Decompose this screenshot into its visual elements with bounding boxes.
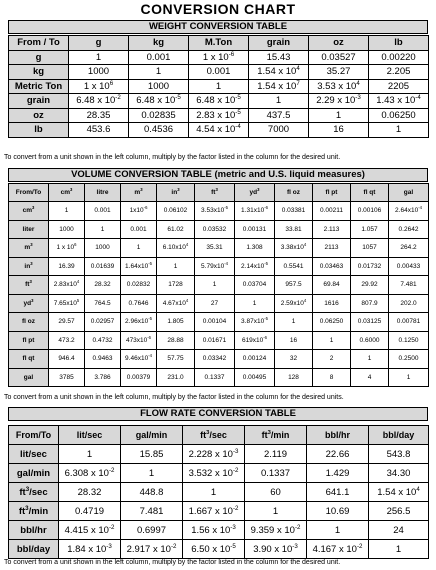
flow-value-cell: 4.415 x $10^{-2}$ [59,521,121,540]
flow-value-cell: 0.4719 [59,502,121,521]
flow-row-label: $ft^3/\min$ [9,502,59,521]
volume-header-cell: $yd^3$ [235,184,275,202]
flow-value-cell: 543.8 [369,445,429,464]
volume-value-cell: $3.53x10^{-5}$ [195,202,235,221]
volume-value-cell: 0.03381 [275,202,313,221]
flow-value-cell: 24 [369,521,429,540]
volume-row-label: $in^3$ [9,257,49,276]
weight-row-label: Metric Ton [9,79,69,94]
volume-value-cell: 0.00124 [235,350,275,369]
volume-header-cell: fl pt [313,184,351,202]
flow-value-cell: 28.32 [59,483,121,502]
flow-value-cell: 448.8 [121,483,183,502]
volume-value-cell: 957.5 [275,276,313,295]
volume-header-cell: From/To [9,184,49,202]
volume-value-cell: 0.4732 [85,331,121,350]
volume-value-cell: $2.64x10^{-4}$ [389,202,429,221]
weight-header-cell: kg [129,36,189,51]
volume-value-cell: 0.03125 [351,313,389,332]
flow-value-cell: 4.167 x $10^{-2}$ [307,540,369,559]
volume-row-label: gal [9,368,49,387]
flow-value-cell: 15.85 [121,445,183,464]
weight-value-cell: 2.205 [369,65,429,80]
weight-row-label: kg [9,65,69,80]
volume-value-cell: 231.0 [157,368,195,387]
volume-value-cell: 0.00104 [195,313,235,332]
volume-value-cell: 1 [313,331,351,350]
volume-value-cell: 0.00211 [313,202,351,221]
weight-header-cell: g [69,36,129,51]
volume-value-cell: 0.02957 [85,313,121,332]
flow-value-cell: 3.90 x $10^{-3}$ [245,540,307,559]
weight-value-cell: 3.53 x $10^4$ [309,79,369,94]
volume-value-cell: 1.308 [235,239,275,258]
weight-value-cell: 1 [129,65,189,80]
volume-value-cell: 1 [351,350,389,369]
flow-value-cell: 1 [245,502,307,521]
table-row [9,313,429,332]
volume-value-cell: 2.113 [313,220,351,239]
weight-row-label: oz [9,108,69,123]
volume-value-cell: 0.2642 [389,220,429,239]
weight-value-cell: 6.48 x $10^{-5}$ [189,94,249,109]
weight-value-cell: 2.29 x $10^{-3}$ [309,94,369,109]
volume-value-cell: $7.65x10^5$ [49,294,85,313]
weight-value-cell: 1 [69,50,129,65]
volume-value-cell: 29.57 [49,313,85,332]
volume-value-cell: 128 [275,368,313,387]
weight-value-cell: 15.43 [249,50,309,65]
volume-value-cell: 0.00781 [389,313,429,332]
flow-row-label: lit/sec [9,445,59,464]
volume-value-cell: 32 [275,350,313,369]
volume-header-cell: gal [389,184,429,202]
volume-conversion-table [8,183,429,387]
volume-value-cell: 1 [195,276,235,295]
volume-value-cell: 0.03342 [195,350,235,369]
volume-value-cell: 0.06250 [313,313,351,332]
volume-row-label: fl qt [9,350,49,369]
table-row [9,239,429,258]
flow-value-cell: 10.69 [307,502,369,521]
volume-value-cell: 1728 [157,276,195,295]
weight-header-cell: From / To [9,36,69,51]
weight-value-cell: 1000 [69,65,129,80]
volume-value-cell: 946.4 [49,350,85,369]
weight-value-cell: 0.001 [129,50,189,65]
weight-row-label: grain [9,94,69,109]
flow-table-title: FLOW RATE CONVERSION TABLE [8,407,428,421]
table-row [9,202,429,221]
weight-value-cell: 0.02835 [129,108,189,123]
volume-value-cell: 0.03704 [235,276,275,295]
volume-value-cell: 0.03532 [195,220,235,239]
volume-header-cell: litre [85,184,121,202]
volume-value-cell: 61.02 [157,220,195,239]
table-row [9,331,429,350]
weight-value-cell: 1 x $10^{-6}$ [189,50,249,65]
volume-value-cell: 4 [351,368,389,387]
volume-row-label: fl oz [9,313,49,332]
table-row [9,445,429,464]
flow-header-cell: $ft^3/\sec$ [183,426,245,445]
volume-value-cell: 2 [313,350,351,369]
volume-value-cell: 1 [49,202,85,221]
volume-value-cell: 1057 [351,239,389,258]
volume-value-cell: 1 x $10^6$ [49,239,85,258]
volume-value-cell: 0.06102 [157,202,195,221]
volume-value-cell: 1 [389,368,429,387]
flow-row-label: bbl/day [9,540,59,559]
weight-value-cell: 0.4536 [129,123,189,138]
volume-value-cell: 0.9463 [85,350,121,369]
flow-value-cell: 1 [369,540,429,559]
flow-value-cell: 6.308 x $10^{-2}$ [59,464,121,483]
volume-row-label: $m^3$ [9,239,49,258]
volume-value-cell: $1x10^{-6}$ [121,202,157,221]
volume-value-cell: 0.00131 [235,220,275,239]
volume-value-cell: 0.7646 [121,294,157,313]
flow-value-cell: 2.119 [245,445,307,464]
flow-value-cell: 1.667 x $10^{-2}$ [183,502,245,521]
weight-header-row [9,36,429,51]
flow-header-row [9,426,429,445]
volume-value-cell: $9.46x10^{-4}$ [121,350,157,369]
volume-header-cell: $ft^3$ [195,184,235,202]
volume-header-cell: fl oz [275,184,313,202]
volume-value-cell: 0.1250 [389,331,429,350]
table-row [9,79,429,94]
weight-value-cell: 1 x $10^6$ [69,79,129,94]
volume-value-cell: $2.96x10^{-5}$ [121,313,157,332]
volume-value-cell: 764.5 [85,294,121,313]
flow-value-cell: 34.30 [369,464,429,483]
weight-value-cell: 0.03527 [309,50,369,65]
flow-row-label: bbl/hr [9,521,59,540]
flow-value-cell: 6.50 x $10^{-5}$ [183,540,245,559]
flow-header-cell: From/To [9,426,59,445]
flow-value-cell: 1 [121,464,183,483]
volume-value-cell: 0.00379 [121,368,157,387]
flow-value-cell: 3.532 x $10^{-2}$ [183,464,245,483]
volume-value-cell: 0.5541 [275,257,313,276]
weight-value-cell: 0.00220 [369,50,429,65]
volume-value-cell: $1.64x10^{-5}$ [121,257,157,276]
volume-value-cell: 3.786 [85,368,121,387]
weight-conversion-table [8,35,429,138]
volume-value-cell: $6.10x10^4$ [157,239,195,258]
volume-table-note: To convert from a unit shown in the left column, multiply by the factor listed in the column for the desired units. [4,394,344,401]
weight-value-cell: 1000 [129,79,189,94]
volume-value-cell: 1.057 [351,220,389,239]
weight-row-label: g [9,50,69,65]
volume-value-cell: 7.481 [389,276,429,295]
flow-value-cell: 1 [307,521,369,540]
weight-value-cell: 1 [189,79,249,94]
flow-value-cell: 1.429 [307,464,369,483]
table-row [9,540,429,559]
volume-value-cell: 0.01732 [351,257,389,276]
volume-row-label: $yd^3$ [9,294,49,313]
flow-value-cell: 1.56 x $10^{-3}$ [183,521,245,540]
weight-value-cell: 35.27 [309,65,369,80]
weight-value-cell: 437.5 [249,108,309,123]
volume-value-cell: 33.81 [275,220,313,239]
weight-header-cell: grain [249,36,309,51]
flow-value-cell: 60 [245,483,307,502]
weight-value-cell: 7000 [249,123,309,138]
weight-value-cell: 6.48 x $10^{-2}$ [69,94,129,109]
flow-rate-conversion-table [8,425,429,559]
volume-value-cell: 473.2 [49,331,85,350]
weight-value-cell: 1 [369,123,429,138]
volume-value-cell: 0.1337 [195,368,235,387]
table-row [9,502,429,521]
volume-value-cell: $3.87x10^{-5}$ [235,313,275,332]
weight-value-cell: 4.54 x $10^{-4}$ [189,123,249,138]
volume-header-cell: $cm^3$ [49,184,85,202]
volume-value-cell: 1 [275,313,313,332]
volume-value-cell: 8 [313,368,351,387]
volume-value-cell: 2113 [313,239,351,258]
flow-value-cell: 1 [183,483,245,502]
volume-value-cell: 16.39 [49,257,85,276]
weight-value-cell: 28.35 [69,108,129,123]
weight-value-cell: 2.83 x $10^{-5}$ [189,108,249,123]
table-row [9,368,429,387]
flow-value-cell: 1.84 x $10^{-3}$ [59,540,121,559]
weight-row-label: lb [9,123,69,138]
volume-value-cell: 28.88 [157,331,195,350]
volume-value-cell: 27 [195,294,235,313]
volume-value-cell: 3785 [49,368,85,387]
volume-value-cell: 16 [275,331,313,350]
flow-value-cell: 0.1337 [245,464,307,483]
weight-header-cell: lb [369,36,429,51]
weight-value-cell: 1.54 x $10^7$ [249,79,309,94]
volume-value-cell: 1 [157,257,195,276]
table-row [9,65,429,80]
volume-value-cell: $1.31x10^{-6}$ [235,202,275,221]
volume-row-label: $cm^3$ [9,202,49,221]
volume-value-cell: 35.31 [195,239,235,258]
volume-value-cell: 29.92 [351,276,389,295]
weight-value-cell: 1.43 x $10^{-4}$ [369,94,429,109]
volume-value-cell: 1000 [49,220,85,239]
volume-value-cell: $473x10^{-6}$ [121,331,157,350]
volume-header-cell: $in^3$ [157,184,195,202]
volume-value-cell: 1616 [313,294,351,313]
volume-row-label: $ft^3$ [9,276,49,295]
table-row [9,294,429,313]
volume-value-cell: 0.00106 [351,202,389,221]
weight-header-cell: oz [309,36,369,51]
weight-value-cell: 453.6 [69,123,129,138]
volume-value-cell: 57.75 [157,350,195,369]
volume-value-cell: 69.84 [313,276,351,295]
weight-value-cell: 1 [249,94,309,109]
volume-header-cell: fl qt [351,184,389,202]
flow-header-cell: lit/sec [59,426,121,445]
volume-header-cell: $m^3$ [121,184,157,202]
flow-header-cell: bbl/hr [307,426,369,445]
volume-value-cell: $619x10^{-6}$ [235,331,275,350]
flow-value-cell: 22.66 [307,445,369,464]
volume-value-cell: 1.805 [157,313,195,332]
table-row [9,257,429,276]
volume-value-cell: $2.59x10^4$ [275,294,313,313]
volume-value-cell: $2.14x10^{-5}$ [235,257,275,276]
volume-table-title: VOLUME CONVERSION TABLE (metric and U.S. liquid measures) [8,168,428,182]
flow-value-cell: 0.6997 [121,521,183,540]
volume-value-cell: 1 [121,239,157,258]
flow-header-cell: bbl/day [369,426,429,445]
volume-value-cell: 264.2 [389,239,429,258]
flow-value-cell: 7.481 [121,502,183,521]
volume-row-label: fl pt [9,331,49,350]
volume-value-cell: 0.03463 [313,257,351,276]
flow-row-label: gal/min [9,464,59,483]
weight-value-cell: 1.54 x $10^4$ [249,65,309,80]
volume-value-cell: 202.0 [389,294,429,313]
volume-value-cell: $4.67x10^4$ [157,294,195,313]
table-row [9,220,429,239]
volume-value-cell: 0.00433 [389,257,429,276]
volume-value-cell: 0.001 [85,202,121,221]
volume-value-cell: $3.38x10^4$ [275,239,313,258]
weight-value-cell: 1 [309,108,369,123]
flow-header-cell: $ft^3/\min$ [245,426,307,445]
flow-value-cell: 9.359 x $10^{-2}$ [245,521,307,540]
weight-value-cell: 2205 [369,79,429,94]
flow-value-cell: 2.917 x $10^{-2}$ [121,540,183,559]
volume-value-cell: 0.2500 [389,350,429,369]
volume-value-cell: $5.79x10^{-4}$ [195,257,235,276]
flow-header-cell: gal/min [121,426,183,445]
volume-row-label: liter [9,220,49,239]
volume-value-cell: 0.02832 [121,276,157,295]
table-row [9,123,429,138]
volume-value-cell: 0.001 [121,220,157,239]
page-title: CONVERSION CHART [140,1,296,17]
volume-value-cell: 0.01671 [195,331,235,350]
volume-value-cell: 1 [85,220,121,239]
volume-value-cell: $2.83x10^4$ [49,276,85,295]
table-row [9,108,429,123]
table-row [9,464,429,483]
volume-value-cell: 0.00495 [235,368,275,387]
weight-value-cell: 16 [309,123,369,138]
volume-value-cell: 28.32 [85,276,121,295]
weight-table-note: To convert from a unit shown in the left column, multiply by the factor listed in the column for the desired unit. [4,154,341,161]
table-row [9,521,429,540]
weight-table-title: WEIGHT CONVERSION TABLE [8,20,428,34]
weight-value-cell: 0.001 [189,65,249,80]
volume-value-cell: 0.01639 [85,257,121,276]
flow-value-cell: 1.54 x $10^4$ [369,483,429,502]
volume-value-cell: 0.6000 [351,331,389,350]
volume-header-row [9,184,429,202]
table-row [9,276,429,295]
weight-header-cell: M.Ton [189,36,249,51]
flow-row-label: $ft^3/\sec$ [9,483,59,502]
flow-value-cell: 2.228 x $10^{-3}$ [183,445,245,464]
weight-value-cell: 0.06250 [369,108,429,123]
table-row [9,50,429,65]
volume-value-cell: 1000 [85,239,121,258]
table-row [9,94,429,109]
flow-value-cell: 256.5 [369,502,429,521]
flow-table-note: To convert from a unit shown in the left column, multiply by the factor listed in the column for the desired unit. [4,559,341,566]
volume-value-cell: 1 [235,294,275,313]
table-row [9,350,429,369]
flow-value-cell: 1 [59,445,121,464]
table-row [9,483,429,502]
volume-value-cell: 807.9 [351,294,389,313]
flow-value-cell: 641.1 [307,483,369,502]
weight-value-cell: 6.48 x $10^{-5}$ [129,94,189,109]
